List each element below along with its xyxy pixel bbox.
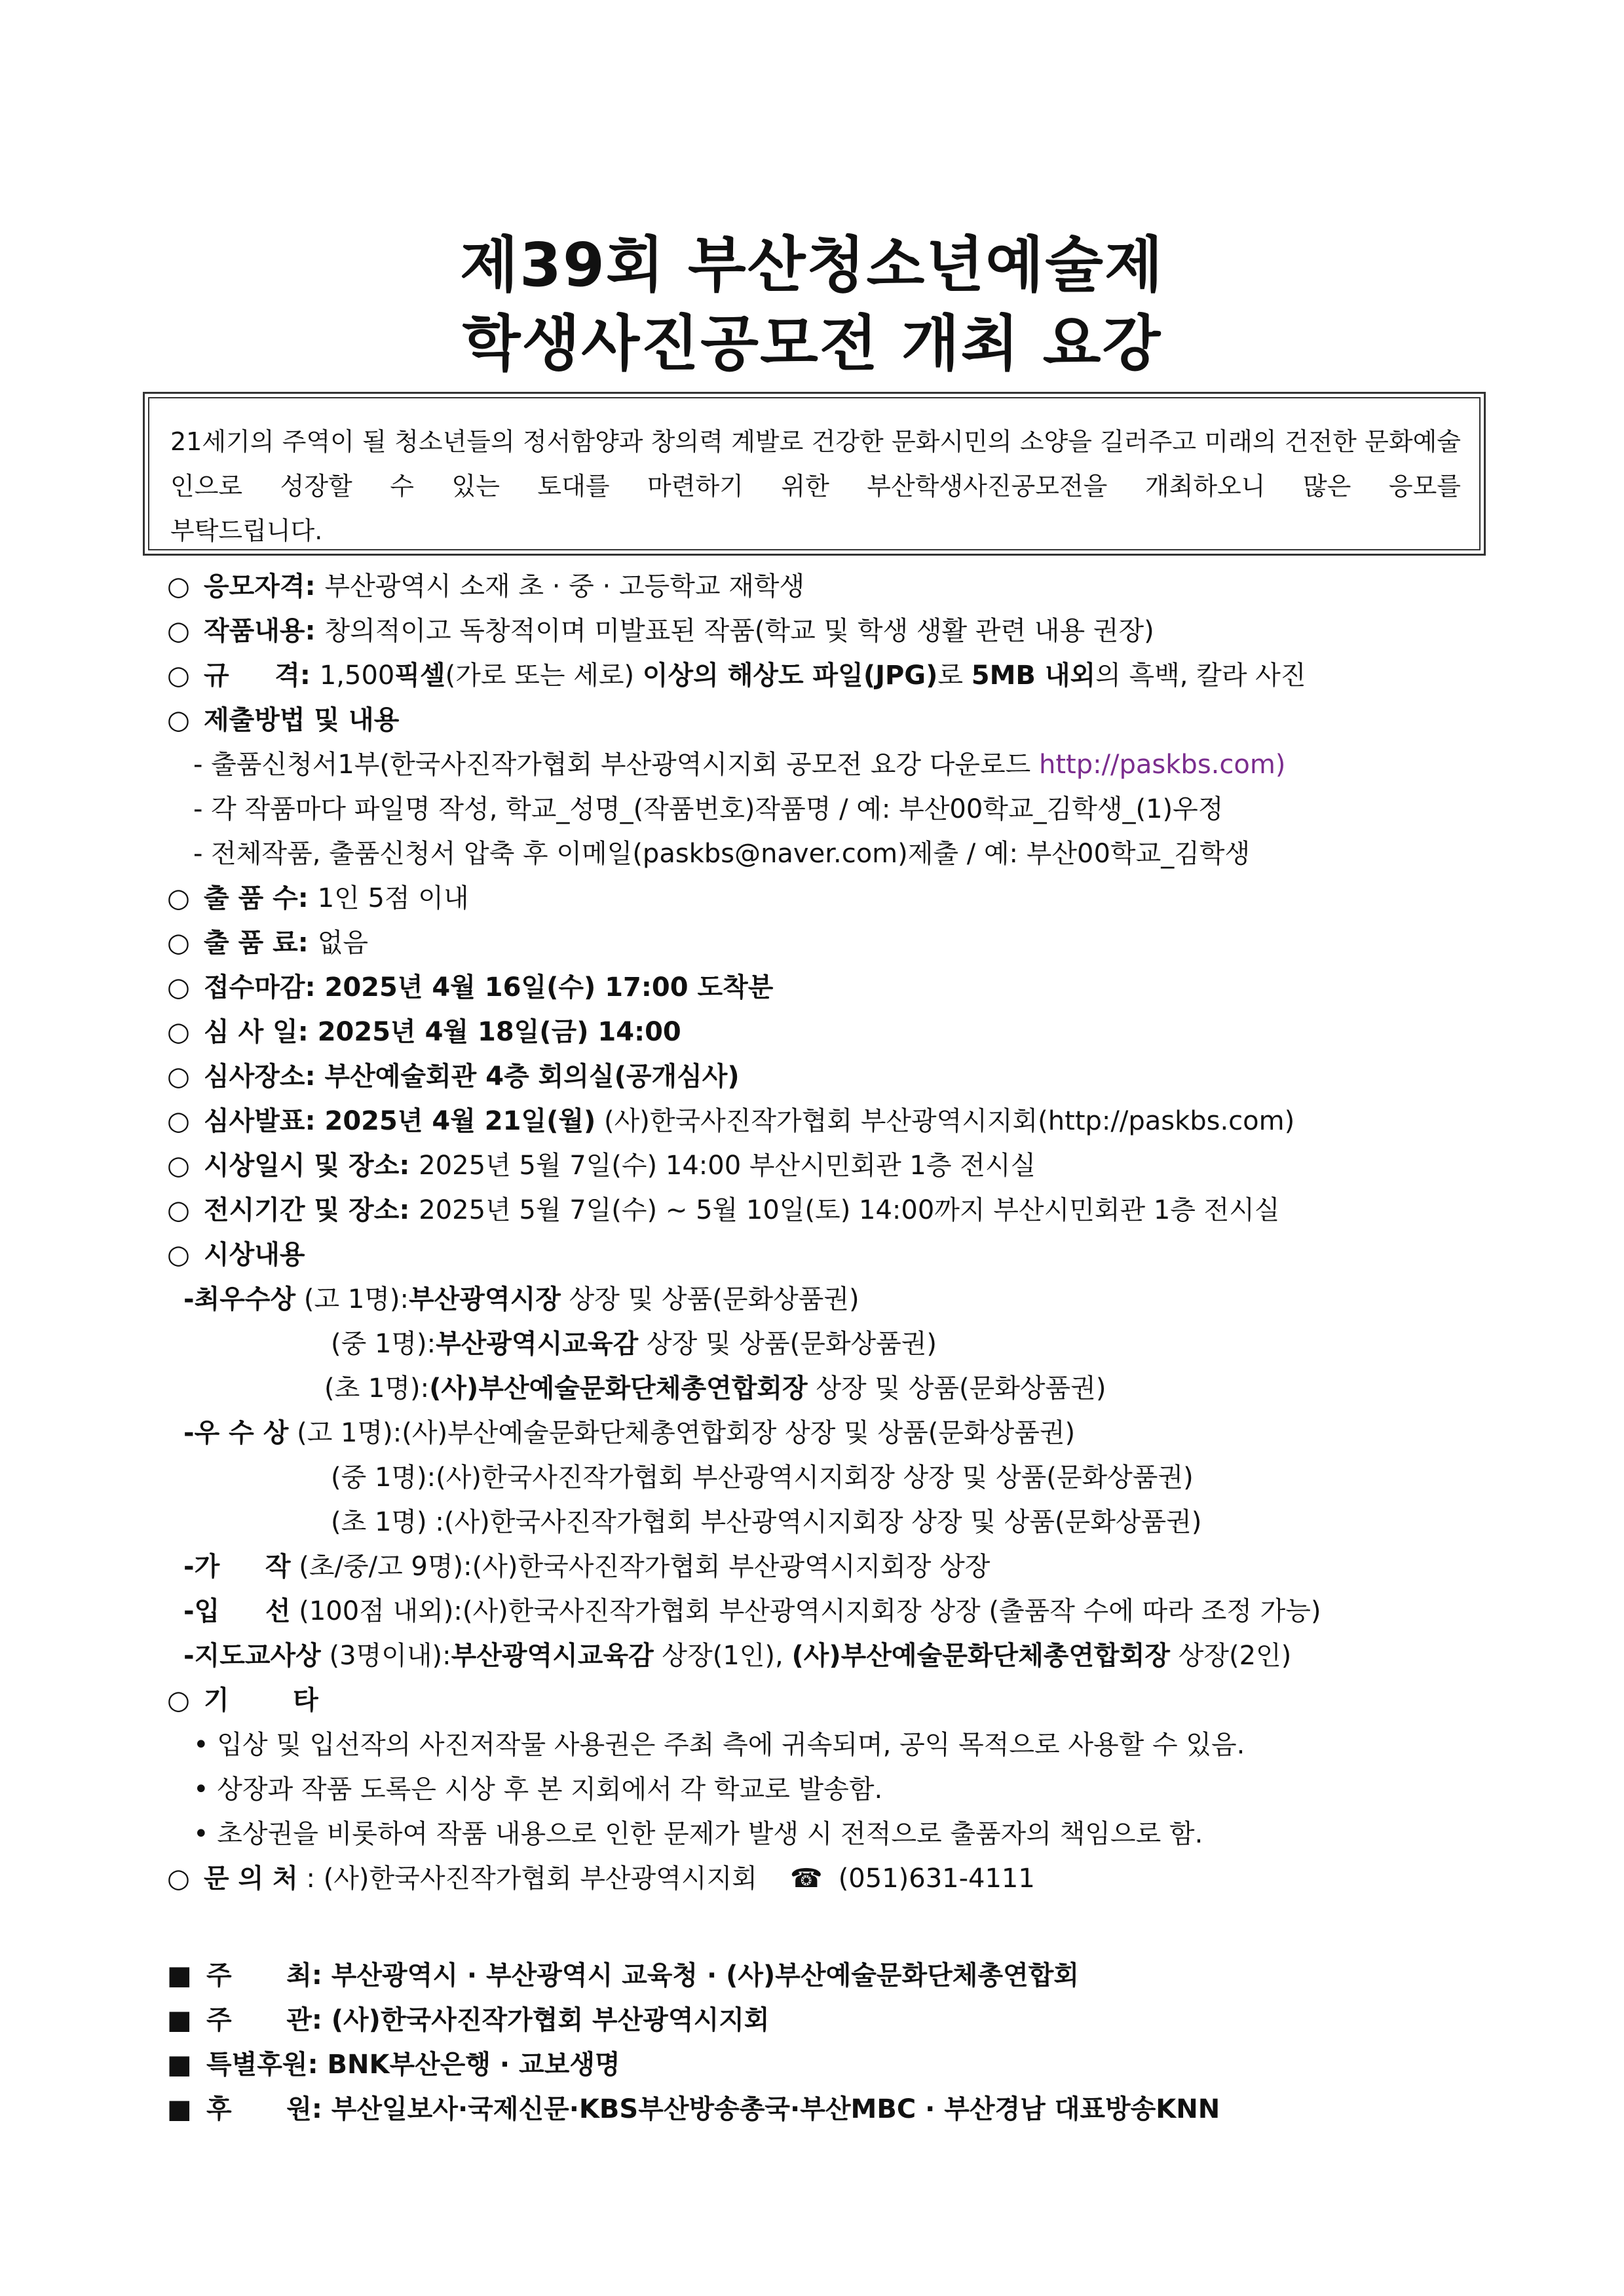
footer-label: 주 관 [206,2005,312,2035]
item-label: 응모자격 [204,571,305,602]
circle-bullet-icon: ○ [167,616,190,646]
item-label: 시상일시 및 장소 [204,1151,400,1181]
phone-icon: ☎ [789,1864,823,1894]
item-inquiry [167,1859,1035,1898]
circle-bullet-icon: ○ [167,1151,190,1181]
item-content: ○ 작품내용: 창의적이고 독창적이며 미발표된 작품(학교 및 학생 생활 관련 내용 권장) [167,611,1154,651]
item-award-ceremony: ○ 시상일시 및 장소: 2025년 5월 7일(수) 14:00 부산시민회관 1층 전시실 [167,1146,1036,1185]
intro-text-last: 부탁드립니다. [170,516,323,545]
square-bullet-icon: ■ [167,1961,192,1991]
item-fee: ○ 출 품 료: 없음 [167,923,368,963]
circle-bullet-icon: ○ [167,571,190,602]
item-value: 2025년 4월 16일(수) 17:00 도착분 [324,972,774,1003]
award-row-excellence-elementary: (초 1명) :(사)한국사진작가협회 부산광역시지회장 상장 및 상품(문화상품권) [331,1507,1202,1537]
item-label: 전시기간 및 장소 [204,1195,400,1225]
circle-bullet-icon: ○ [167,1685,190,1715]
item-label: 접수마감 [204,972,305,1003]
award-row-excellence-high: -우 수 상 (고 1명):(사)부산예술문화단체총연합회장 상장 및 상품(문화상품권) [183,1418,1076,1448]
footer-value: 부산일보사·국제신문·KBS부산방송총국·부산MBC · 부산경남 대표방송KNN [331,2094,1220,2124]
page-title-line1: 제39회 부산청소년예술제 [460,230,1164,300]
submission-sub1: - 출품신청서1부(한국사진작가협회 부산광역시지회 공모전 요강 다운로드 http://paskbs.com) [193,750,1286,780]
item-submission [167,700,399,740]
award-row-excellence-middle: (중 1명):(사)한국사진작가협회 부산광역시지회장 상장 및 상품(문화상품권) [331,1463,1194,1493]
circle-bullet-icon: ○ [167,883,190,913]
footer-value: 부산광역시 · 부산광역시 교육청 · (사)부산예술문화단체총연합회 [331,1961,1079,1991]
item-label: 규 격 [204,660,300,691]
circle-bullet-icon: ○ [167,972,190,1003]
item-value: 2025년 4월 21일(월) [324,1106,596,1136]
circle-bullet-icon: ○ [167,1195,190,1225]
item-value: 부산예술회관 4층 회의실(공개심사) [324,1062,740,1092]
item-eligibility: ○ 응모자격: 부산광역시 소재 초 · 중 · 고등학교 재학생 [167,567,804,606]
circle-bullet-icon: ○ [167,1017,190,1047]
phone-number: (051)631-4111 [838,1864,1035,1894]
footer-label: 특별후원 [206,2050,308,2080]
page-title-line2: 학생사진공모전 개최 요강 [462,309,1162,379]
item-value: 2025년 4월 18일(금) 14:00 [317,1017,681,1047]
circle-bullet-icon: ○ [167,928,190,958]
square-bullet-icon: ■ [167,2005,192,2035]
intro-box [143,392,1486,556]
item-value: 2025년 5월 7일(수) ~ 5월 10일(토) 14:00까지 [419,1195,985,1225]
footer-value: BNK부산은행 · 교보생명 [327,2050,620,2080]
item-value: 1,500 [319,660,395,691]
download-link[interactable]: http://paskbs.com) [1038,750,1286,780]
circle-bullet-icon: ○ [167,1864,190,1894]
item-label: 출 품 료 [204,928,298,958]
award-row-honorable: -가 작 (초/중/고 9명):(사)한국사진작가협회 부산광역시지회장 상장 [183,1552,991,1582]
item-label: 출 품 수 [204,883,298,913]
item-awards [167,1235,305,1274]
submission-sub3: - 전체작품, 출품신청서 압축 후 이메일(paskbs@naver.com)제출 / 예: 부산00학교_김학생 [193,839,1251,869]
item-judging-place: ○ 심사장소: 부산예술회관 4층 회의실(공개심사) [167,1057,740,1096]
item-label: 시상내용 [204,1240,305,1270]
square-bullet-icon: ■ [167,2094,192,2124]
square-bullet-icon: ■ [167,2050,192,2080]
circle-bullet-icon: ○ [167,1062,190,1092]
item-label: 심 사 일 [204,1017,298,1047]
footer-value: (사)한국사진작가협회 부산광역시지회 [331,2005,770,2035]
circle-bullet-icon: ○ [167,1106,190,1136]
item-value: 없음 [317,928,368,958]
item-value: 2025년 5월 7일(수) 14:00 [419,1151,742,1181]
footer-organizer: ■ 주 관: (사)한국사진작가협회 부산광역시지회 [167,2000,770,2040]
footer-label: 후 원 [206,2094,312,2124]
item-value: : (사)한국사진작가협회 부산광역시지회 [306,1864,757,1894]
circle-bullet-icon: ○ [167,660,190,691]
award-row-grand-high: -최우수상 (고 1명):부산광역시장 상장 및 상품(문화상품권) [183,1284,859,1314]
item-label: 문 의 처 [204,1864,298,1894]
item-label: 심사발표 [204,1106,305,1136]
other-bullet-3: • 초상권을 비롯하여 작품 내용으로 인한 문제가 발생 시 전적으로 출품자의 책임으로 함. [193,1819,1203,1849]
item-announce: ○ 심사발표: 2025년 4월 21일(월) (사)한국사진작가협회 부산광역시지회(http://paskbs.com) [167,1101,1294,1141]
submission-sub2: - 각 작품마다 파일명 작성, 학교_성명_(작품번호)작품명 / 예: 부산00학교_김학생_(1)우정 [193,794,1224,824]
item-value: 부산광역시 소재 초 · 중 · 고등학교 재학생 [324,571,805,602]
item-value: 창의적이고 독창적이며 미발표된 작품(학교 및 학생 생활 관련 내용 권장) [324,616,1154,646]
item-exhibition: ○ 전시기간 및 장소: 2025년 5월 7일(수) ~ 5월 10일(토) 14:00까지 부산시민회관 1층 전시실 [167,1191,1280,1230]
item-spec: ○ 규 격: 1,500픽셀(가로 또는 세로) 이상의 해상도 파일(JPG)로 5MB 내외의 흑백, 칼라 사진 [167,656,1306,695]
item-label: 제출방법 및 내용 [204,705,400,735]
circle-bullet-icon: ○ [167,1240,190,1270]
item-count: ○ 출 품 수: 1인 5점 이내 [167,879,469,918]
footer-sponsor: ■ 후 원: 부산일보사·국제신문·KBS부산방송총국·부산MBC · 부산경남 대표방송KNN [167,2090,1220,2129]
footer-label: 주 최 [206,1961,312,1991]
item-label: 심사장소 [204,1062,305,1092]
footer-special-sponsor: ■ 특별후원: BNK부산은행 · 교보생명 [167,2045,620,2084]
item-label: 작품내용 [204,616,305,646]
other-bullet-1: • 입상 및 입선작의 사진저작물 사용권은 주최 측에 귀속되며, 공익 목적으로 사용할 수 있음. [193,1730,1245,1760]
circle-bullet-icon: ○ [167,705,190,735]
footer-host: ■ 주 최: 부산광역시 · 부산광역시 교육청 · (사)부산예술문화단체총연합회 [167,1956,1079,1995]
award-row-selected: -입 선 (100점 내외):(사)한국사진작가협회 부산광역시지회장 상장 (출품작 수에 따라 조정 가능) [183,1596,1321,1626]
award-row-teacher: -지도교사상 (3명이내):부산광역시교육감 상장(1인), (사)부산예술문화단체총연합회장 상장(2인) [183,1641,1292,1671]
item-value: 1인 5점 이내 [317,883,469,913]
intro-text [148,397,1481,550]
other-bullet-2: • 상장과 작품 도록은 시상 후 본 지회에서 각 학교로 발송함. [193,1774,883,1805]
item-other [167,1681,318,1720]
intro-text-main: 21세기의 주역이 될 청소년들의 정서함양과 창의력 계발로 건강한 문화시민의 소양을 길러주고 미래의 건전한 문화예술인으로 성장할 수 있는 토대를 마련하기 위한 부산학생사진공모전을 개최하오니 많은 응모를 [170,427,1461,501]
item-deadline: ○ 접수마감: 2025년 4월 16일(수) 17:00 도착분 [167,968,773,1007]
award-row-grand-middle: (중 1명):부산광역시교육감 상장 및 상품(문화상품권) [331,1329,937,1359]
item-label: 기 타 [204,1685,318,1715]
award-row-grand-elementary: (초 1명):(사)부산예술문화단체총연합회장 상장 및 상품(문화상품권) [324,1373,1106,1404]
item-judging-date: ○ 심 사 일: 2025년 4월 18일(금) 14:00 [167,1012,681,1052]
